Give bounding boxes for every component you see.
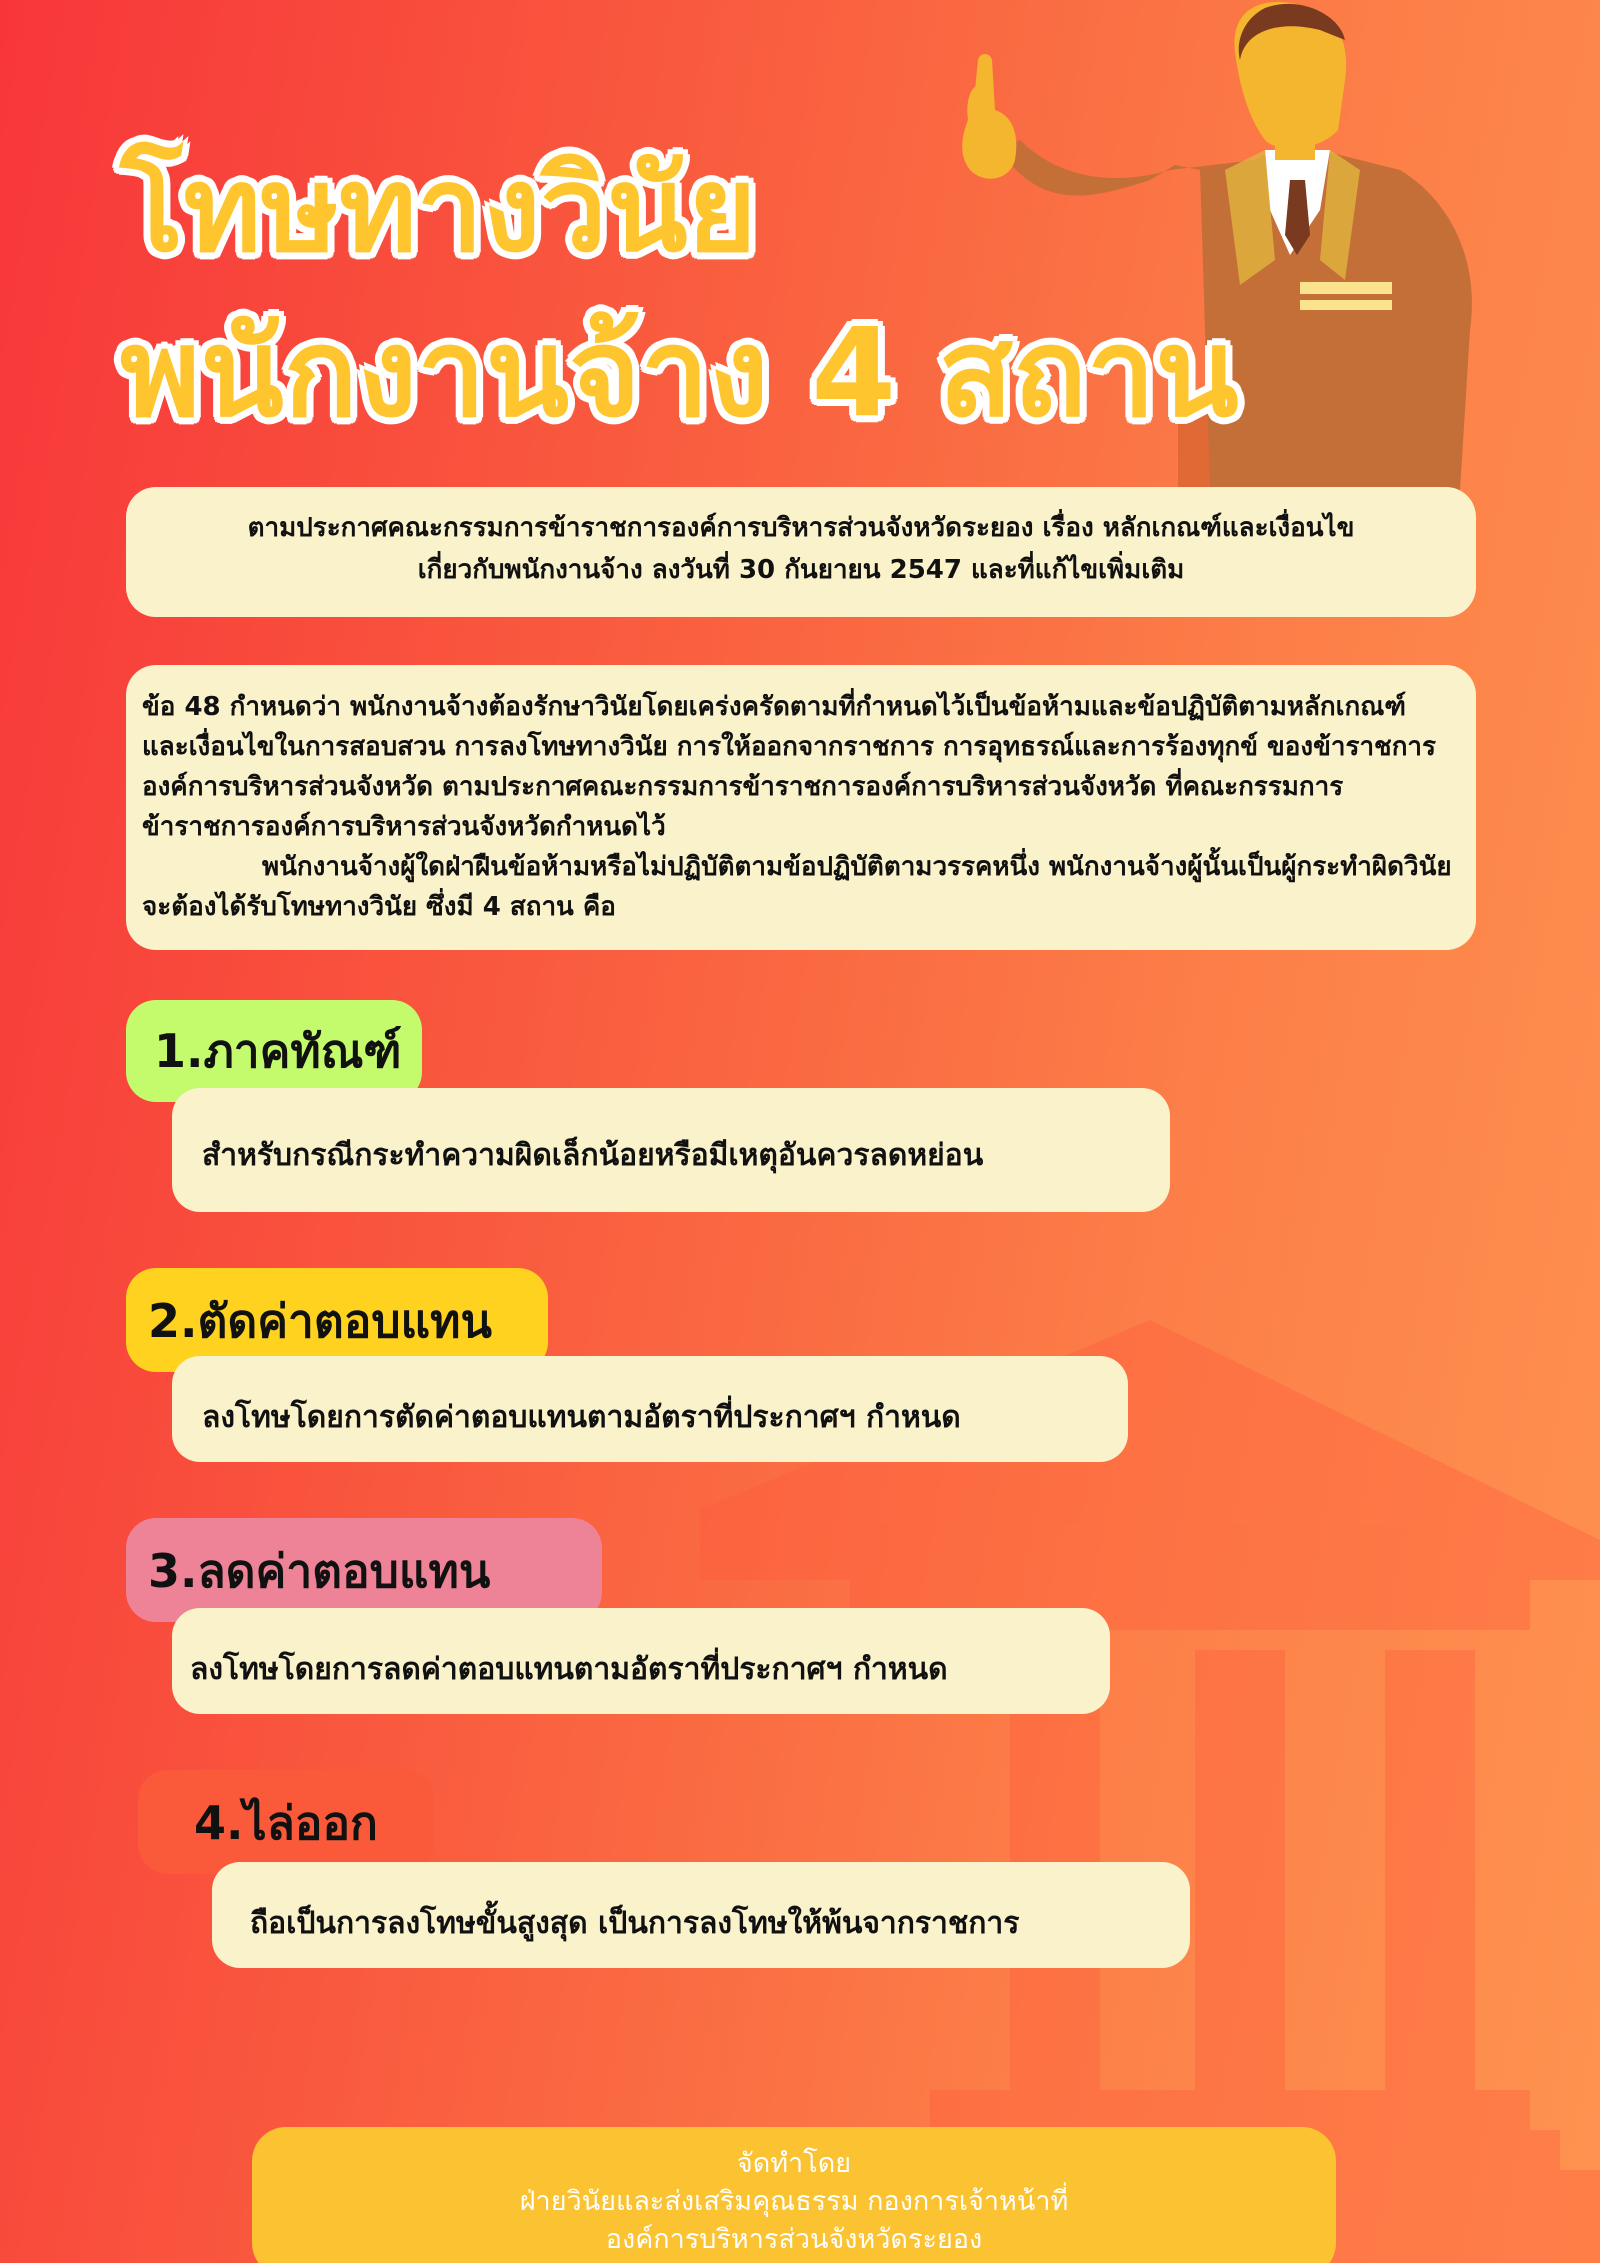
footer-line-3: องค์การบริหารส่วนจังหวัดระยอง — [605, 2224, 983, 2255]
penalty-3-description: ลงโทษโดยการลดค่าตอบแทนตามอัตราที่ประกาศฯ กำหนด — [172, 1608, 1110, 1714]
intro-line-1: ตามประกาศคณะกรรมการข้าราชการองค์การบริหารส่วนจังหวัดระยอง เรื่อง หลักเกณฑ์และเงื่อนไข — [247, 513, 1355, 543]
intro-box — [126, 487, 1476, 617]
footer-credit-box — [252, 2127, 1336, 2263]
footer-line-2: ฝ่ายวินัยและส่งเสริมคุณธรรม กองการเจ้าหน้าที่ — [519, 2186, 1069, 2217]
title-line-2: พนักงานจ้าง 4 สถาน — [120, 302, 1239, 444]
article-box — [126, 665, 1476, 950]
article-paragraph-2: พนักงานจ้างผู้ใดฝ่าฝืนข้อห้ามหรือไม่ปฏิบัติตามข้อปฏิบัติตามวรรคหนึ่ง พนักงานจ้างผู้นั้นเป็นผู้กระทำผิดวินัย จะต้องได้รับโทษทางวินัย ซึ่งมี 4 สถาน คือ — [142, 852, 1452, 922]
penalty-1-label: 1.ภาคทัณฑ์ — [126, 1000, 422, 1102]
penalty-3-label: 3.ลดค่าตอบแทน — [126, 1518, 602, 1622]
penalty-4-label: 4.ไล่ออก — [138, 1770, 434, 1874]
penalty-2-label: 2.ตัดค่าตอบแทน — [126, 1268, 548, 1372]
penalty-4-description: ถือเป็นการลงโทษขั้นสูงสุด เป็นการลงโทษให้พ้นจากราชการ — [212, 1862, 1190, 1968]
intro-line-2: เกี่ยวกับพนักงานจ้าง ลงวันที่ 30 กันยายน 2547 และที่แก้ไขเพิ่มเติม — [417, 555, 1185, 585]
footer-line-1: จัดทำโดย — [736, 2148, 852, 2179]
title-line-1: โทษทางวินัย — [120, 140, 757, 278]
article-paragraph-1: ข้อ 48 กำหนดว่า พนักงานจ้างต้องรักษาวินัยโดยเคร่งครัดตามที่กำหนดไว้เป็นข้อห้ามและข้อปฏิบัติตามหลักเกณฑ์และเงื่อนไขในการสอบสวน การลงโทษทางวินัย การให้ออกจากราชการ การอุทธรณ์และการร้องทุกข์ ของข้าราชการองค์การบริหารส่วนจังหวัด ตามประกาศคณะกรรมการข้าราชการองค์การบริหารส่วนจังหวัด ที่คณะกรรมการข้าราชการองค์การบริหารส่วนจังหวัดกำหนดไว้ — [142, 692, 1436, 842]
penalty-1-description: สำหรับกรณีกระทำความผิดเล็กน้อยหรือมีเหตุอันควรลดหย่อน — [172, 1088, 1170, 1212]
penalty-2-description: ลงโทษโดยการตัดค่าตอบแทนตามอัตราที่ประกาศฯ กำหนด — [172, 1356, 1128, 1462]
